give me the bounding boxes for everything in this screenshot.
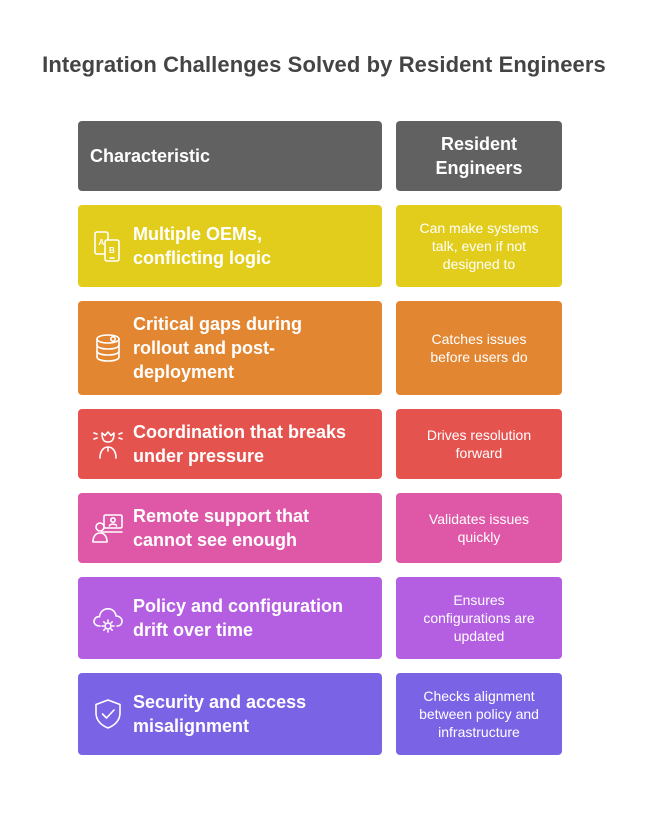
row-5-desc-line-2: configurations are	[423, 610, 535, 626]
header-resident-engineers-label	[435, 132, 522, 180]
row-5-label	[133, 594, 353, 642]
row-2-desc-line-2: before users do	[430, 349, 528, 365]
row-3-description	[396, 409, 562, 479]
row-6-label-line-2: misalignment	[133, 716, 250, 736]
row-6-label-line-1: Security and access	[133, 692, 307, 712]
row-6-desc-line-2: between policy and	[419, 706, 539, 722]
row-5-characteristic	[78, 577, 382, 659]
row-2-characteristic	[78, 301, 382, 395]
row-1-label	[133, 222, 281, 270]
database-icon	[90, 330, 126, 366]
header-right-line-1: Resident	[440, 134, 518, 154]
cloud-gear-icon	[90, 600, 126, 636]
row-3-label-line-2: under pressure	[133, 446, 265, 466]
remote-support-icon	[90, 510, 126, 546]
row-5-desc-line-3: updated	[453, 628, 505, 644]
header-characteristic-label: Characteristic	[90, 145, 211, 166]
row-3-desc	[427, 426, 531, 462]
row-2-label-line-3: deployment	[133, 362, 235, 382]
row-4-characteristic	[78, 493, 382, 563]
header-resident-engineers	[396, 121, 562, 191]
row-6-desc-line-1: Checks alignment	[423, 688, 535, 704]
row-1-desc	[419, 219, 538, 273]
row-4-desc-line-2: quickly	[457, 529, 501, 545]
shield-check-icon	[90, 696, 126, 732]
row-1-label-line-2: conflicting logic	[133, 248, 271, 268]
row-1-description	[396, 205, 562, 287]
row-2-label-line-2: rollout and post-	[133, 338, 275, 358]
row-6-desc-line-3: infrastructure	[438, 724, 520, 740]
row-3-characteristic	[78, 409, 382, 479]
svg-text:B: B	[109, 246, 115, 255]
row-3-label	[133, 420, 356, 468]
row-5-desc	[423, 591, 534, 645]
row-4-description	[396, 493, 562, 563]
row-6-label	[133, 690, 316, 738]
row-2-desc-line-1: Catches issues	[431, 331, 527, 347]
row-2-desc	[430, 330, 527, 366]
row-1-desc-line-1: Can make systems	[419, 220, 539, 236]
row-5-label-line-1: Policy and configuration	[133, 596, 344, 616]
row-5-desc-line-1: Ensures	[453, 592, 505, 608]
svg-text:A: A	[98, 238, 105, 247]
stressed-person-icon	[90, 426, 126, 462]
row-6-characteristic	[78, 673, 382, 755]
page-title: Integration Challenges Solved by Resident Engineers	[42, 52, 606, 77]
row-2-label	[133, 312, 312, 384]
header-right-line-2: Engineers	[435, 158, 523, 178]
row-6-desc	[419, 687, 539, 741]
row-4-desc	[429, 510, 529, 546]
row-4-label	[133, 504, 319, 552]
row-5-description	[396, 577, 562, 659]
row-3-label-line-1: Coordination that breaks	[133, 422, 347, 442]
row-1-desc-line-3: designed to	[442, 256, 516, 272]
row-1-label-line-1: Multiple OEMs,	[133, 224, 263, 244]
ab-phones-icon	[90, 228, 126, 264]
row-4-desc-line-1: Validates issues	[428, 511, 530, 527]
row-6-description	[396, 673, 562, 755]
row-2-description	[396, 301, 562, 395]
row-3-desc-line-1: Drives resolution	[426, 427, 532, 443]
header-characteristic	[78, 121, 382, 191]
row-1-characteristic	[78, 205, 382, 287]
row-5-label-line-2: drift over time	[133, 620, 254, 640]
row-1-desc-line-2: talk, even if not	[431, 238, 527, 254]
row-4-label-line-1: Remote support that	[133, 506, 310, 526]
row-4-label-line-2: cannot see enough	[133, 530, 298, 550]
row-2-label-line-1: Critical gaps during	[133, 314, 303, 334]
row-3-desc-line-2: forward	[455, 445, 503, 461]
